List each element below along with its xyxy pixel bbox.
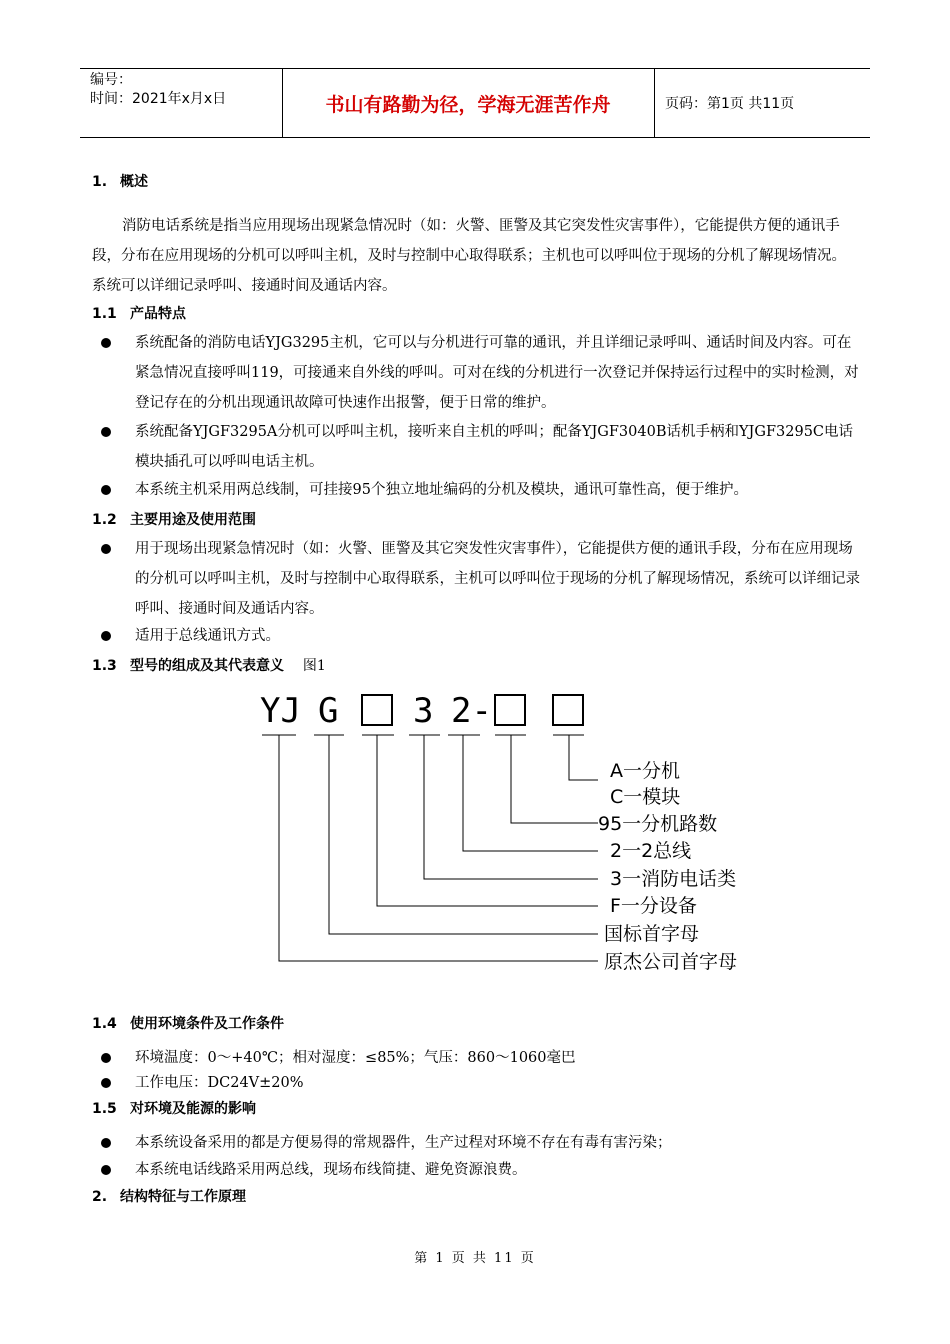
code-yj: YJ (260, 691, 301, 731)
code-2: 2- (451, 691, 492, 731)
label-gb: 国标首字母 (604, 923, 700, 945)
header-page-info: 页码：第1页 共11页 (665, 96, 795, 112)
list-item: 系统配备YJGF3295A分机可以呼叫主机，接听来自主机的呼叫；配备YJGF3040B话机手柄和YJGF3295C电话模块插孔可以呼叫电话主机。 (135, 424, 854, 470)
section-heading-1: 1. 概述 (92, 174, 148, 190)
section-heading-1-3: 1.3 型号的组成及其代表意义 图1 (92, 658, 326, 674)
code-box (495, 695, 525, 725)
code-g: G (318, 691, 339, 731)
bullet-icon (101, 1078, 111, 1088)
page-footer: 第 1 页 共 11 页 (414, 1251, 536, 1266)
list-item: 本系统电话线路采用两总线，现场布线简捷、避免资源浪费。 (135, 1162, 527, 1178)
list-item: 环境温度：0～+40℃；相对湿度：≤85%；气压：860～1060毫巴 (135, 1050, 576, 1066)
section-heading-1-4: 1.4 使用环境条件及工作条件 (92, 1016, 284, 1032)
code-box (362, 695, 392, 725)
bullet-icon (101, 1165, 111, 1175)
overview-paragraph: 消防电话系统是指当应用现场出现紧急情况时（如：火警、匪警及其它突发性灾害事件），它能提供方便的通讯手段，分布在应用现场的分机可以呼叫主机，及时与控制中心取得联系；主机也可以呼叫位于现场的分机了解现场情况。系统可以详细记录呼叫、接通时间及通话内容。 (92, 218, 846, 294)
label-c: C一模块 (610, 786, 681, 808)
list-item: 用于现场出现紧急情况时（如：火警、匪警及其它突发性灾害事件），它能提供方便的通讯手段，分布在应用现场的分机可以呼叫主机，及时与控制中心取得联系，主机可以呼叫位于现场的分机了解现场情况，系统可以详细记录呼叫、接通时间及通话内容。 (135, 541, 860, 617)
section-heading-2: 2. 结构特征与工作原理 (92, 1189, 246, 1205)
label-f: F一分设备 (610, 895, 697, 917)
bullet-icon (101, 1138, 111, 1148)
label-95: 95一分机路数 (598, 813, 718, 835)
bullet-icon (101, 1053, 111, 1063)
doc-number-label: 编号： (90, 72, 132, 88)
list-item: 本系统主机采用两总线制，可挂接95个独立地址编码的分机及模块，通讯可靠性高，便于维护。 (135, 482, 748, 498)
figure-label: 图1 (302, 658, 326, 674)
code-3: 3 (413, 691, 434, 731)
section-heading-1-5: 1.5 对环境及能源的影响 (92, 1101, 256, 1117)
code-box (553, 695, 583, 725)
section-heading-1-2: 1.2 主要用途及使用范围 (92, 512, 256, 528)
header-motto: 书山有路勤为径，学海无涯苦作舟 (325, 93, 611, 116)
list-item: 本系统设备采用的都是方便易得的常规器件，生产过程对环境不存在有毒有害污染； (135, 1135, 672, 1151)
section-heading-1-1: 1.1 产品特点 (92, 306, 186, 322)
doc-date: 时间：2021年x月x日 (90, 91, 227, 107)
list-item: 系统配备的消防电话YJG3295主机，它可以与分机进行可靠的通讯，并且详细记录呼叫、通话时间及内容。可在紧急情况直接呼叫119，可接通来自外线的呼叫。可对在线的分机进行一次登记并保持运行过程中的实时检测，对登记存在的分机出现通讯故障可快速作出报警，便于日常的维护。 (135, 335, 859, 411)
list-item: 工作电压：DC24V±20% (135, 1075, 304, 1091)
label-company: 原杰公司首字母 (604, 951, 738, 973)
label-3: 3一消防电话类 (610, 868, 737, 890)
label-2: 2一2总线 (610, 840, 692, 862)
label-a: A一分机 (610, 760, 680, 782)
list-item: 适用于总线通讯方式。 (135, 628, 280, 644)
